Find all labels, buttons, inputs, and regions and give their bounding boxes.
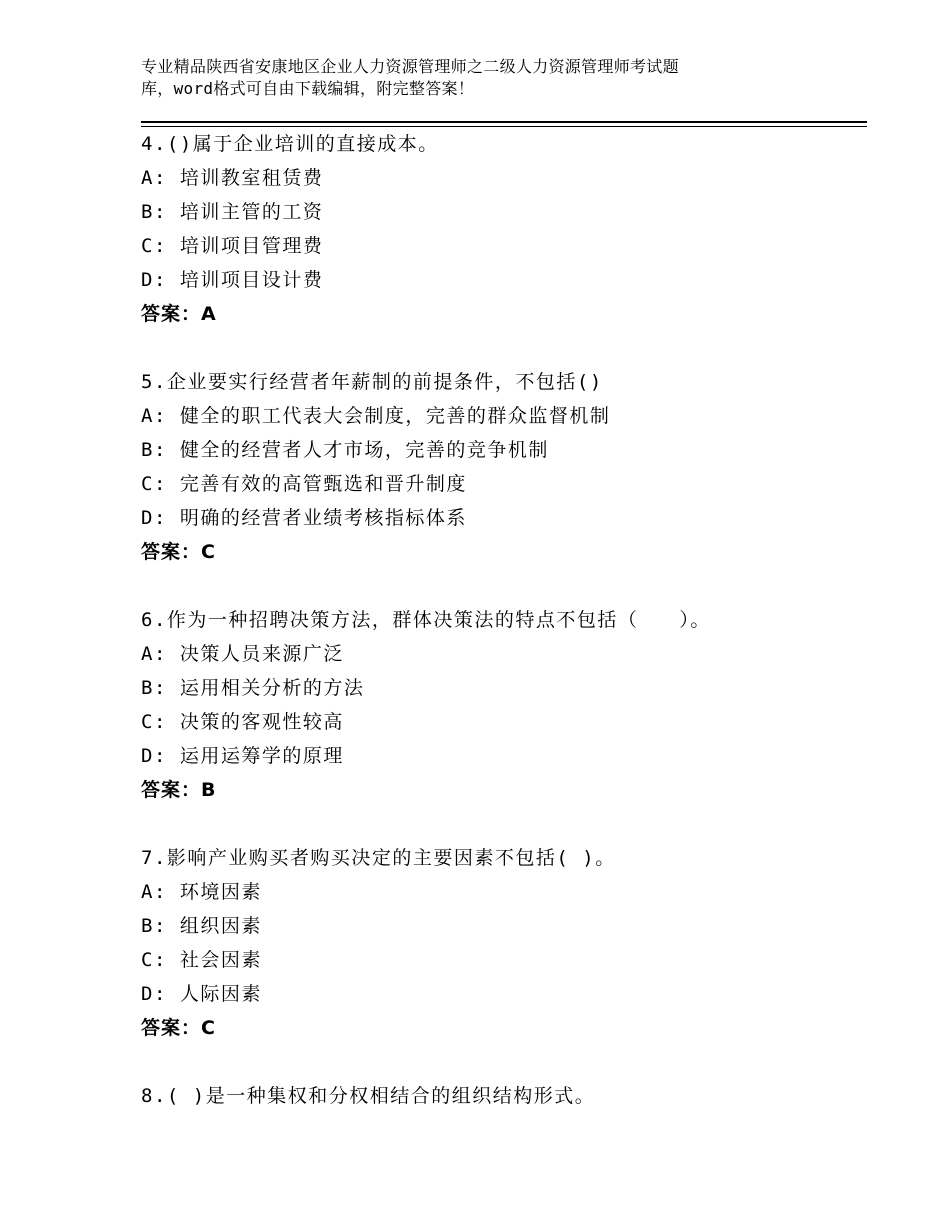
option-d: D: 人际因素 — [141, 983, 262, 1005]
answer-value: A — [201, 303, 216, 325]
option-a: A: 环境因素 — [141, 881, 262, 903]
question-spacer — [141, 1045, 861, 1079]
header-line-1: 专业精品陕西省安康地区企业人力资源管理师之二级人力资源管理师考试题 — [141, 57, 679, 76]
option-b: B: 健全的经营者人才市场，完善的竞争机制 — [141, 439, 549, 461]
answer-row — [141, 297, 861, 331]
option-c: C: 完善有效的高管甄选和晋升制度 — [141, 473, 467, 495]
question-stem: 8.( )是一种集权和分权相结合的组织结构形式。 — [141, 1085, 596, 1107]
option-b: B: 运用相关分析的方法 — [141, 677, 365, 699]
answer-value: C — [201, 541, 215, 563]
option-b: B: 组织因素 — [141, 915, 262, 937]
question-spacer — [141, 807, 861, 841]
option-b: B: 培训主管的工资 — [141, 201, 324, 223]
option-d: D: 运用运筹学的原理 — [141, 745, 344, 767]
answer-label: 答案： — [141, 1017, 202, 1039]
question-stem: 6.作为一种招聘决策方法，群体决策法的特点不包括（ ）。 — [141, 609, 711, 631]
header-line-2: 库，word格式可自由下载编辑，附完整答案！ — [141, 79, 475, 98]
option-c: C: 培训项目管理费 — [141, 235, 324, 257]
question-8 — [141, 1079, 861, 1113]
document-header — [141, 56, 821, 100]
answer-value: B — [201, 779, 216, 801]
option-a: A: 决策人员来源广泛 — [141, 643, 344, 665]
question-stem: 4.()属于企业培训的直接成本。 — [141, 133, 439, 155]
question-spacer — [141, 569, 861, 603]
answer-label: 答案： — [141, 541, 202, 563]
question-stem: 7.影响产业购买者购买决定的主要因素不包括( )。 — [141, 847, 616, 869]
option-c: C: 社会因素 — [141, 949, 262, 971]
option-d: D: 明确的经营者业绩考核指标体系 — [141, 507, 467, 529]
question-4 — [141, 127, 861, 331]
question-5 — [141, 365, 861, 569]
option-a: A: 培训教室租赁费 — [141, 167, 324, 189]
answer-row — [141, 1011, 861, 1045]
answer-value: C — [201, 1017, 215, 1039]
question-7 — [141, 841, 861, 1045]
option-c: C: 决策的客观性较高 — [141, 711, 344, 733]
question-6 — [141, 603, 861, 807]
answer-label: 答案： — [141, 303, 202, 325]
answer-row — [141, 535, 861, 569]
option-a: A: 健全的职工代表大会制度，完善的群众监督机制 — [141, 405, 611, 427]
answer-row — [141, 773, 861, 807]
answer-label: 答案： — [141, 779, 202, 801]
question-spacer — [141, 331, 861, 365]
header-divider-thick — [141, 121, 867, 123]
question-stem: 5.企业要实行经营者年薪制的前提条件，不包括() — [141, 371, 603, 393]
question-list — [141, 127, 861, 1113]
option-d: D: 培训项目设计费 — [141, 269, 324, 291]
